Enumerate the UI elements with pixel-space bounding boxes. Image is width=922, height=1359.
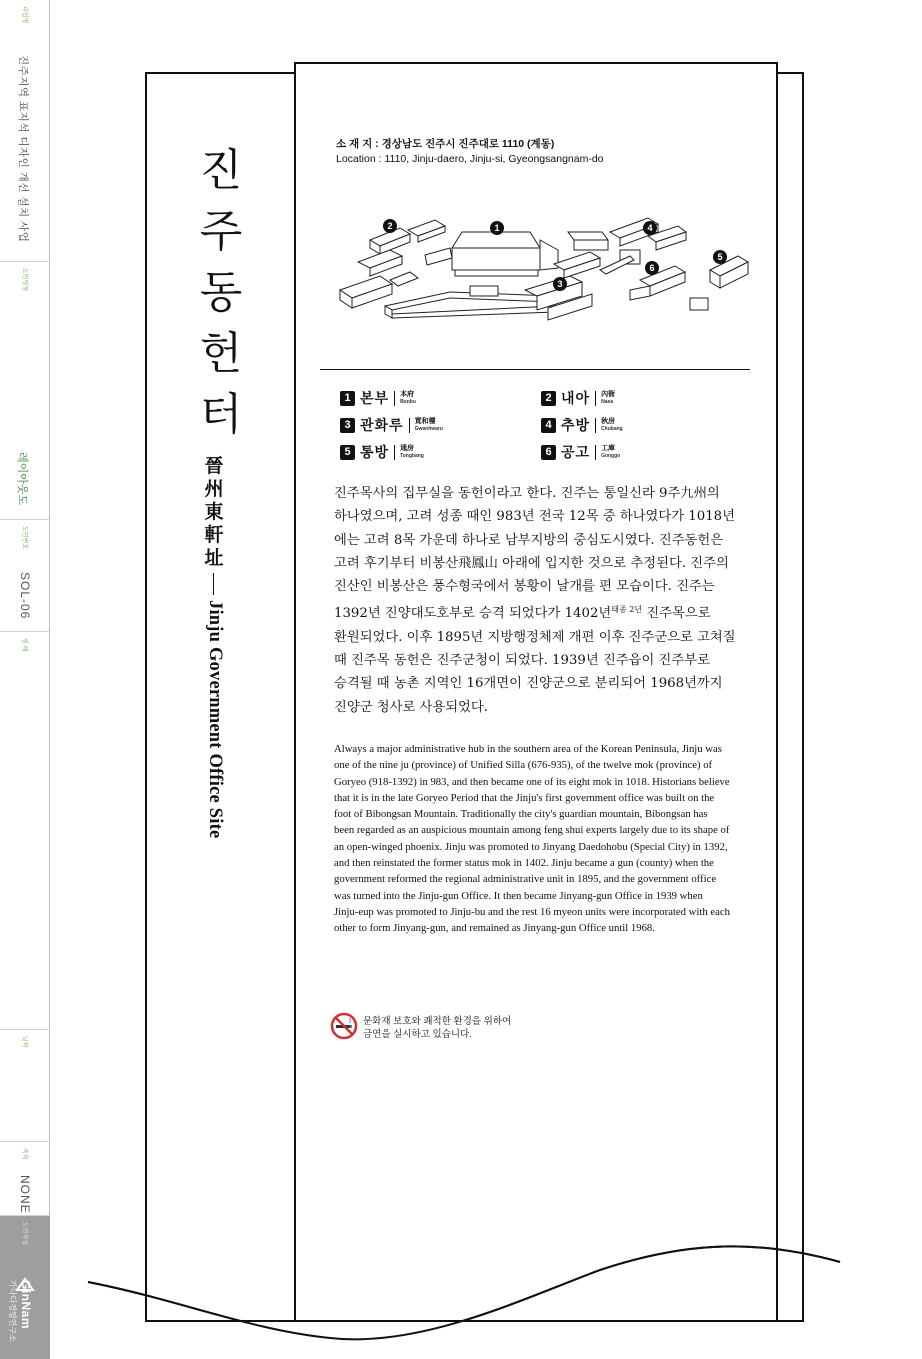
title-char: 진 (199, 145, 243, 196)
drawing-name: 레이아웃도 (16, 452, 28, 506)
scale-label: 축척 (21, 1148, 27, 1160)
project-label: 과업명 (21, 6, 27, 24)
legend-name: 본부 (360, 390, 390, 406)
legend-name: 내아 (561, 390, 591, 406)
legend-item (340, 442, 424, 462)
legend-number: 4 (541, 418, 556, 433)
map-marker-3: 3 (557, 279, 563, 289)
title-char: 동 (199, 267, 243, 318)
legend-hanja: 通房 (400, 445, 415, 452)
body-ko-line: 진주목사의 집무실을 동헌이라고 한다. 진주는 통일신라 9주九州의 (334, 486, 720, 501)
legend-roman: Naea (601, 399, 614, 405)
legend-roman: Chubang (601, 426, 623, 432)
legend-roman: Tongbang (400, 453, 424, 459)
title-divider (213, 573, 214, 595)
legend-roman: Gonggo (601, 453, 621, 459)
body-en-line: and then reinstated the former status mok in 1402. Jinju became a gun (county) when the (334, 857, 714, 870)
legend-number: 6 (541, 445, 556, 460)
legend-number: 1 (340, 391, 355, 406)
legend-roman: Gwanhwaru (414, 426, 443, 432)
legend-name: 관화루 (360, 417, 404, 433)
legend-hanja: 工庫 (601, 445, 616, 452)
notice-line: 금연을 실시하고 있습니다. (363, 1029, 472, 1040)
legend-item (340, 388, 416, 408)
body-ko-line: 1392년 진양대도호부로 승격 되었다가 1402년$^{태종 2년}$ 진주목으로 (334, 605, 711, 622)
body-en-line: foot of Bibongsan Mountain. Traditionally the city's guardian mountain, Bibongsan has (334, 808, 708, 821)
legend-hanja: 本府 (400, 391, 415, 398)
hanja-char: 址 (204, 547, 224, 569)
body-english (334, 741, 756, 937)
body-korean (334, 482, 754, 719)
body-en-line: government reformed the regional administrative unit in 1895, and the government office (334, 873, 717, 886)
legend-item (340, 415, 443, 435)
body-ko-line: 진양군 청사로 사용되었다. (334, 699, 488, 715)
notice-line: 문화재 보호와 쾌적한 환경을 위하여 (363, 1016, 512, 1027)
legend-item (541, 388, 615, 408)
legend-name: 통방 (360, 444, 390, 460)
no-smoking-notice (363, 1015, 511, 1041)
body-en-line: been regarded as an auspicious mountain among feng shui experts largely due to its shape of (334, 824, 730, 837)
hanja-char: 晉 (204, 455, 224, 477)
legend-hanja: 內衙 (601, 391, 616, 398)
body-ko-line: 환원되었다. 이후 1895년 지방행정체제 개편 이후 진주군으로 고쳐질 (334, 629, 736, 645)
hanja-char: 州 (204, 478, 224, 500)
body-en-line: Always a major administrative hub in the southern area of the Korean Peninsula, Jinju was (334, 743, 722, 755)
company-name: GinNam (19, 1280, 33, 1330)
body-en-line: other to form Jinyang-gun, and remained as Jinyang-gun Office until 1968. (334, 922, 655, 935)
body-ko-line: 고려 후기부터 비봉산飛鳳山 아래에 입지한 것으로 추정된다. 진주의 (334, 555, 729, 571)
legend-number: 5 (340, 445, 355, 460)
title-english: Jinju Government Office Site (205, 600, 225, 839)
legend-name: 추방 (561, 417, 591, 433)
map-divider (320, 369, 750, 370)
legend-number: 2 (541, 391, 556, 406)
drawing-number: SOL-06 (18, 572, 32, 620)
body-ko-line: 진산인 비봉산은 풍수형국에서 봉황이 날개를 편 모습이다. 진주는 (334, 579, 715, 595)
map-marker-2: 2 (387, 221, 393, 231)
map-marker-1: 1 (494, 223, 500, 233)
body-ko-line: 승격될 때 농촌 지역인 16개면이 진양군으로 분리되어 1968년까지 (334, 676, 723, 692)
project-name: 진주지역 표지석 디자인 개선 설치 사업 (17, 55, 29, 243)
drawing-number-label: 도면번호 (21, 526, 27, 550)
scale-value: NONE (18, 1175, 32, 1214)
title-char: 주 (199, 206, 243, 257)
legend-hanja: 寬和樓 (414, 418, 436, 425)
body-ko-superscript: 태종 2년 (611, 605, 643, 615)
legend-roman: Bonbu (400, 399, 416, 405)
title-hanja (199, 455, 229, 570)
location-block (336, 137, 604, 167)
body-ko-line: 에는 고려 8목 가운데 하나로 남부지방의 중심도시였다. 진주동헌은 (334, 532, 724, 548)
map-marker-4: 4 (647, 223, 653, 233)
title-char: 헌 (199, 328, 243, 379)
map-marker-6: 6 (649, 263, 655, 273)
title-char: 터 (199, 389, 243, 440)
legend-hanja: 秋房 (601, 418, 616, 425)
body-en-line: one of the nine ju (province) of Unified Silla (676-935), of the twelve mok (province) of (334, 759, 713, 772)
legend-name: 공고 (561, 444, 591, 460)
drawing-name-label: 도면명칭 (21, 268, 27, 292)
no-smoking-icon (330, 1012, 358, 1040)
body-en-line: that it is in the late Goryeo Period that the Jinju's first government office was built on the (334, 791, 715, 804)
legend-item (541, 415, 623, 435)
company-label: 도면작성 (21, 1222, 27, 1246)
body-en-line: an open-winged phoenix. Jinju was promoted to Jinyang Daedohobu (Special City) in 1392, (334, 840, 728, 853)
legend-item (541, 442, 620, 462)
hanja-char: 東 (204, 501, 224, 523)
body-en-line: Goryeo (918-1392) in 983, and then became one of its eight mok in 1018. Historians believe (334, 775, 730, 788)
title-korean (196, 140, 246, 445)
legend-number: 3 (340, 418, 355, 433)
body-ko-line: 때 진주목 동헌은 진주군청이 되었다. 1939년 진주읍이 진주부로 (334, 653, 710, 669)
company-sub: 가나다경영연구소 (8, 1280, 17, 1342)
hanja-char: 軒 (204, 524, 224, 546)
location-korean: 소 재 지 : 경상남도 진주시 진주대로 1110 (계동) (336, 138, 555, 150)
body-en-line: was turned into the Jinju-gun Office. It then became Jinyang-gun Office in 1939 when (334, 889, 703, 902)
location-english: Location : 1110, Jinju-daero, Jinju-si, Gyeongsangnam-do (336, 153, 604, 165)
map-marker-5: 5 (717, 252, 723, 262)
body-ko-line: 하나였으며, 고려 성종 때인 983년 전국 12목 중 하나였다가 1018년 (334, 509, 735, 525)
scope-label: 범 례 (21, 638, 27, 652)
date-label: 날짜 (21, 1036, 27, 1048)
body-en-line: Jinju-eup was promoted to Jinju-bu and the rest 16 myeon units were incorporated with each (334, 905, 730, 918)
site-map-illustration (330, 210, 755, 335)
